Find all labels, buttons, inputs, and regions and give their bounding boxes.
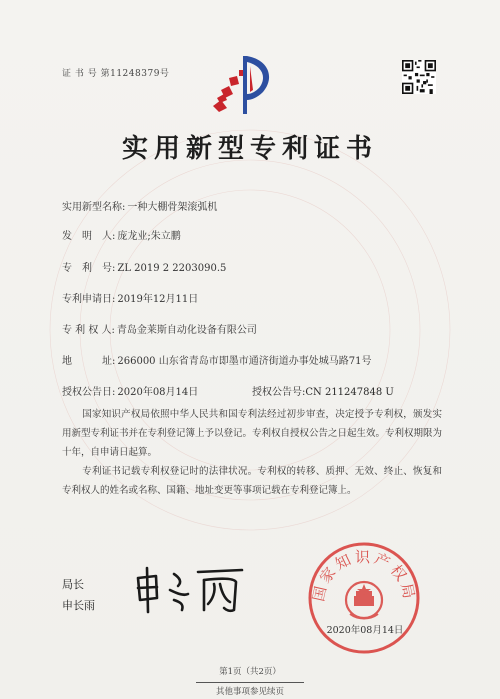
address-value: 266000 山东省青岛市即墨市通济街道办事处城马路71号 (117, 356, 372, 367)
commissioner-name: 申长雨 (62, 599, 95, 612)
announcement-number-row (252, 383, 394, 398)
footer-divider (196, 682, 304, 683)
patent-number-label: 专 利 号: (62, 263, 116, 274)
inventor-label: 发 明 人: (62, 231, 116, 242)
certificate-number-label: 证 书 号 (62, 69, 98, 79)
continuation-note: 其他事项参见续页 (215, 687, 284, 697)
commissioner-title: 局长 (62, 578, 84, 591)
page-number: 第1页（共2页） (219, 667, 281, 677)
seal-text: 国家知识产权局 (309, 548, 419, 604)
certificate-title: 实用新型专利证书 (121, 134, 378, 164)
announcement-date-value: 2020年08月14日 (117, 387, 199, 398)
utility-model-name-value: 一种大棚骨架滚弧机 (127, 202, 218, 213)
announcement-number-label: 授权公告号: (252, 387, 306, 398)
filing-date-value: 2019年12月11日 (117, 294, 199, 305)
address-label: 地 址: (62, 356, 116, 367)
patentee-row (62, 321, 257, 336)
patent-number-value: ZL 2019 2 2203090.5 (117, 263, 227, 274)
official-seal-icon (306, 540, 422, 656)
patentee-label: 专 利 权 人: (62, 325, 115, 336)
announcement-date-row (62, 383, 198, 398)
patentee-value: 青岛金莱斯自动化设备有限公司 (116, 325, 257, 336)
grant-statement-text: 国家知识产权局依照中华人民共和国专利法经过初步审查，决定授予专利权，颁发实用新型专利证书并在专利登记簿上予以登记。专利权自授权公告之日起生效。专利权期限为十年，自申请日起算。 (62, 409, 443, 458)
patent-number-row (62, 259, 226, 274)
inventor-row (62, 227, 181, 242)
seal-date: 2020年08月14日 (326, 625, 404, 636)
filing-date-label: 专利申请日: (62, 294, 116, 305)
announcement-date-label: 授权公告日: (62, 387, 116, 398)
certificate-number-value: 第11248379号 (100, 69, 170, 79)
announcement-number-value: CN 211247848 U (305, 387, 394, 398)
commissioner-signature (130, 560, 250, 615)
grant-statement-paragraph (62, 405, 442, 462)
legal-status-text: 专利证书记载专利权登记时的法律状况。专利权的转移、质押、无效、终止、恢复和专利权人的姓名或名称、国籍、地址变更等事项记载在专利登记簿上。 (62, 466, 442, 496)
certificate-number (62, 66, 169, 79)
qr-code-icon (402, 60, 436, 94)
legal-status-paragraph (62, 462, 442, 500)
utility-model-name-row (62, 198, 217, 213)
address-row (62, 352, 371, 367)
cnipa-logo-icon (207, 48, 279, 120)
inventor-value: 庞龙业;朱立鹏 (117, 231, 181, 242)
utility-model-name-label: 实用新型名称: (62, 202, 126, 213)
filing-date-row (62, 290, 198, 305)
